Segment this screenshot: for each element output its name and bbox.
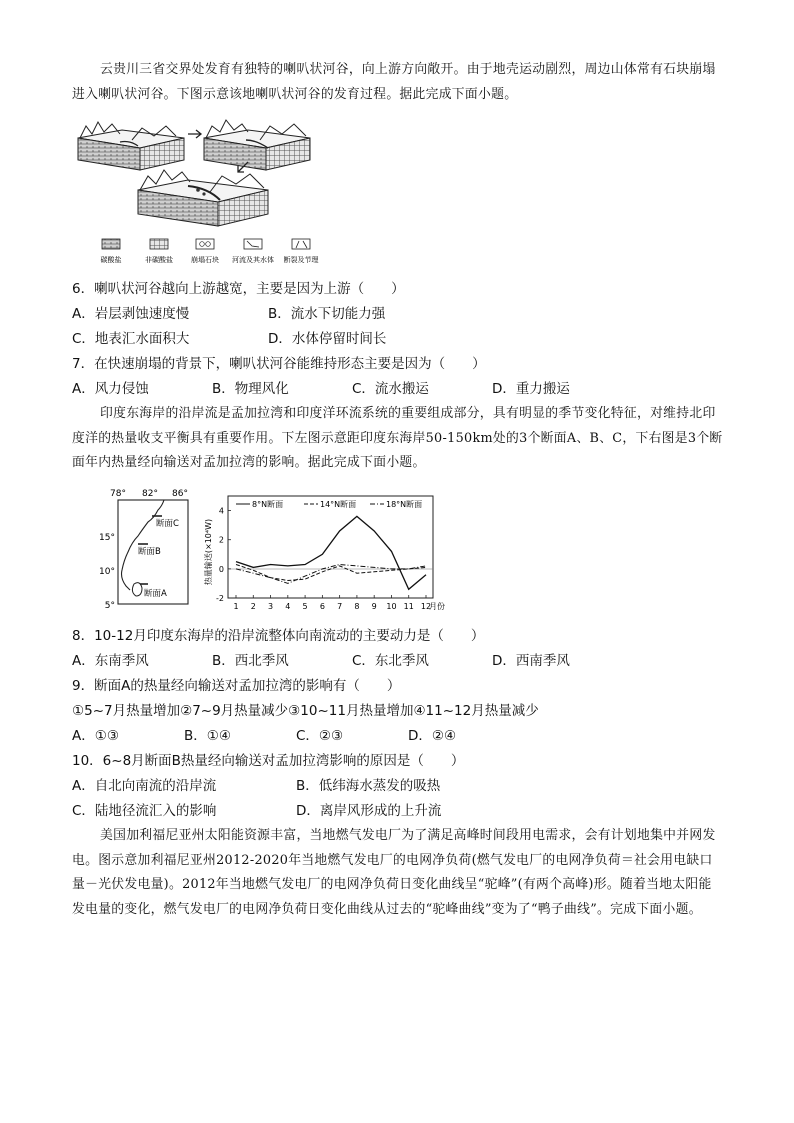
legend-label: 崩塌石块	[191, 256, 219, 264]
section-label: 断面B	[138, 547, 161, 557]
option-a[interactable]: A．岩层剥蚀速度慢	[72, 306, 190, 322]
option-d[interactable]: D．离岸风形成的上升流	[296, 803, 442, 819]
x-tick-label: 2	[250, 602, 256, 611]
block-diagram-stage-1	[78, 122, 184, 170]
x-tick-label: 6	[319, 602, 325, 611]
legend-fault-swatch	[292, 239, 310, 249]
option-c[interactable]: C．②③	[296, 728, 344, 744]
heat-transport-chart	[200, 490, 445, 615]
option-b[interactable]: B．低纬海水蒸发的吸热	[296, 778, 441, 794]
option-d[interactable]: D．水体停留时间长	[268, 331, 387, 347]
x-tick-label: 10	[386, 602, 397, 611]
option-c[interactable]: C．地表汇水面积大	[72, 331, 190, 347]
q9-items: ①5~7月热量增加②7~9月热量减少③10~11月热量增加④11~12月热量减少	[72, 703, 539, 719]
x-tick-label: 3	[267, 602, 274, 611]
series-line-1	[236, 516, 426, 589]
q7-stem: 7．在快速崩塌的背景下，喇叭状河谷能维持形态主要是因为（ ）	[72, 356, 486, 372]
option-a[interactable]: A．东南季风	[72, 653, 149, 669]
lat-label: 15°	[99, 533, 115, 543]
x-tick-label: 1	[233, 602, 239, 611]
plot-frame	[228, 496, 433, 598]
valley-development-figure	[72, 118, 334, 270]
x-tick-label: 7	[337, 602, 343, 611]
legend-rockfall-swatch	[196, 239, 214, 249]
coastline	[122, 500, 165, 590]
x-axis-unit: 月份	[429, 602, 445, 611]
legend-river-swatch	[244, 239, 262, 249]
option-b[interactable]: B．流水下切能力强	[268, 306, 386, 322]
q9-stem: 9．断面A的热量经向输送对孟加拉湾的影响有（ ）	[72, 678, 401, 694]
y-tick-label: 4	[218, 506, 224, 516]
option-d[interactable]: D．②④	[408, 728, 457, 744]
option-d[interactable]: D．重力搬运	[492, 381, 570, 397]
option-a[interactable]: A．①③	[72, 728, 119, 744]
block-diagram-stage-3	[138, 170, 268, 226]
x-tick-label: 11	[403, 602, 414, 611]
y-tick-label: -2	[216, 594, 224, 603]
legend-label: 河流及其水体	[232, 256, 274, 264]
x-tick-label: 12	[420, 602, 432, 611]
series-line-3	[236, 565, 426, 584]
india-coast-map	[96, 486, 196, 614]
legend-carbonate-swatch	[102, 239, 120, 249]
y-tick-label: 2	[218, 535, 224, 545]
option-b[interactable]: B．①④	[184, 728, 231, 744]
legend-label: 碳酸盐	[100, 256, 122, 264]
legend-noncarbonate-swatch	[150, 239, 168, 249]
x-tick-label: 5	[302, 602, 308, 611]
legend-label: 14°N断面	[320, 500, 357, 509]
lat-label: 5°	[104, 601, 115, 611]
passage-2: 印度东海岸的沿岸流是孟加拉湾和印度洋环流系统的重要组成部分，具有明显的季节变化特征，对维持北印度洋的热量收支平衡具有重要作用。下左图示意距印度东海岸50-150km处的3个断面A、B、C，下右图是3个断面年内热量经向输送对孟加拉湾的影响。据此完成下面小题。	[72, 406, 723, 470]
passage-1: 云贵川三省交界处发育有独特的喇叭状河谷，向上游方向敞开。由于地壳运动剧烈，周边山体常有石块崩塌进入喇叭状河谷。下图示意该地喇叭状河谷的发育过程。据此完成下面小题。	[72, 62, 716, 102]
option-a[interactable]: A．自北向南流的沿岸流	[72, 778, 217, 794]
q8-options	[72, 649, 732, 673]
legend-label: 断裂及节理	[283, 256, 319, 264]
q7-options	[72, 377, 732, 401]
section-label: 断面A	[144, 589, 167, 599]
option-b[interactable]: B．物理风化	[212, 381, 289, 397]
q10-options-row-1	[72, 774, 732, 798]
legend-label: 8°N断面	[252, 500, 284, 509]
legend-label: 非碳酸盐	[145, 256, 173, 264]
lon-label: 78°	[110, 489, 126, 499]
lon-label: 82°	[142, 489, 158, 499]
x-tick-label: 8	[354, 602, 360, 611]
option-c[interactable]: C．陆地径流汇入的影响	[72, 803, 217, 819]
q6-options-row-1	[72, 302, 732, 326]
chart-ylabel: 热量输送(×10⁴W)	[204, 518, 213, 586]
q10-options-row-2	[72, 799, 732, 823]
q10-stem: 10．6~8月断面B热量经向输送对孟加拉湾影响的原因是（ ）	[72, 753, 465, 769]
option-a[interactable]: A．风力侵蚀	[72, 381, 149, 397]
x-tick-label: 4	[285, 602, 291, 611]
option-c[interactable]: C．流水搬运	[352, 381, 429, 397]
x-tick-label: 9	[371, 602, 377, 611]
lon-label: 86°	[172, 489, 188, 499]
q6-stem: 6．喇叭状河谷越向上游越宽，主要是因为上游（ ）	[72, 281, 405, 297]
option-b[interactable]: B．西北季风	[212, 653, 289, 669]
passage-3: 美国加利福尼亚州太阳能资源丰富，当地燃气发电厂为了满足高峰时间段用电需求，会有计划地集中并网发电。图示意加利福尼亚州2012-2020年当地燃气发电厂的电网净负荷(燃气发电厂的电网净负荷＝社会用电缺口量－光伏发电量)。2012年当地燃气发电厂的电网净负荷日变化曲线呈“驼峰”(有两个高峰)形。随着当地太阳能发电量的变化，燃气发电厂的电网净负荷日变化曲线从过去的“驼峰曲线”变为了“鸭子曲线”。完成下面小题。	[72, 828, 716, 917]
section-label: 断面C	[156, 519, 179, 529]
block-diagram-stage-2	[204, 120, 310, 170]
figure-legend	[101, 239, 319, 264]
q6-options-row-2	[72, 327, 732, 351]
option-d[interactable]: D．西南季风	[492, 653, 570, 669]
arrow-right-icon	[188, 130, 201, 138]
option-c[interactable]: C．东北季风	[352, 653, 429, 669]
legend-label: 18°N断面	[386, 500, 423, 509]
q8-stem: 8．10-12月印度东海岸的沿岸流整体向南流动的主要动力是（ ）	[72, 628, 485, 644]
q9-options	[72, 724, 732, 748]
y-tick-label: 0	[218, 564, 224, 574]
lat-label: 10°	[99, 567, 115, 577]
